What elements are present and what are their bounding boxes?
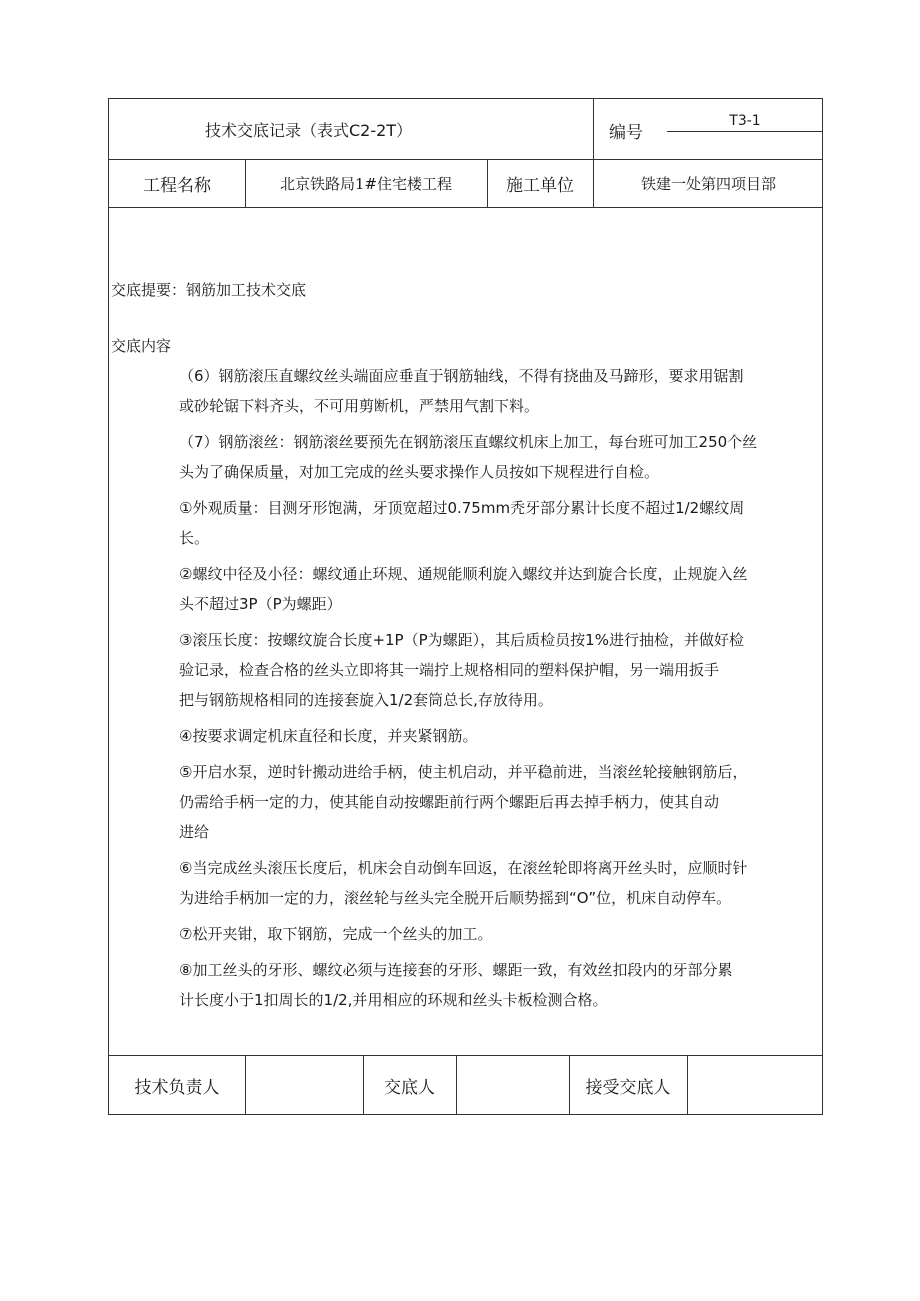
presenter-label: 交底人: [384, 1077, 435, 1098]
presenter-signature: [456, 1055, 569, 1115]
project-name-label: 工程名称: [143, 175, 211, 196]
number-underline: [667, 131, 823, 132]
list-item: （6）钢筋滚压直螺纹丝头端面应垂直于钢筋轴线，不得有挠曲及马蹄形，要求用锯割 或砂轮锯下料齐头，不可用剪断机，严禁用气割下料。: [179, 367, 744, 415]
list-item: ⑦松开夹钳，取下钢筋，完成一个丝头的加工。: [179, 925, 493, 943]
receiver-label: 接受交底人: [585, 1077, 671, 1098]
construction-unit-label: 施工单位: [506, 175, 574, 196]
construction-unit-value: 铁建一处第四项目部: [640, 174, 776, 193]
number-label: 编号: [609, 122, 643, 143]
list-item: ②螺纹中径及小径：螺纹通止环规、通规能顺利旋入螺纹并达到旋合长度，止规旋入丝 头不超过3P（P为螺距）: [179, 565, 748, 613]
briefing-items: [179, 361, 827, 1021]
project-name-value: 北京铁路局1#住宅楼工程: [279, 174, 453, 193]
technical-briefing-form: [108, 98, 823, 1115]
receiver-signature: [687, 1055, 824, 1115]
tech-lead-label: 技术负责人: [134, 1077, 220, 1098]
list-item: ⑤开启水泵，逆时针搬动进给手柄，使主机启动，并平稳前进，当滚丝轮接触钢筋后， 仍需给手柄一定的力，使其能自动按螺距前行两个螺距后再去掉手柄力，使其自动 进给: [179, 763, 748, 841]
form-title: 技术交底记录（表式C2-2T）: [205, 120, 413, 140]
list-item: ③滚压长度：按螺纹旋合长度+1P（P为螺距），其后质检员按1%进行抽检，并做好检 验记录，检查合格的丝头立即将其一端拧上规格相同的塑料保护帽，另一端用扳手 把与钢筋规格相同的连接套旋入1/2套筒总长,存放待用。: [179, 631, 744, 709]
number-value: T3-1: [729, 113, 761, 129]
column-divider: [593, 99, 594, 159]
tech-lead-signature: [245, 1055, 363, 1115]
list-item: （7）钢筋滚丝：钢筋滚丝要预先在钢筋滚压直螺纹机床上加工，每台班可加工250个丝 头为了确保质量，对加工完成的丝头要求操作人员按如下规程进行自检。: [179, 433, 758, 481]
briefing-body: [109, 207, 824, 1055]
briefing-summary: 交底提要：钢筋加工技术交底: [111, 281, 307, 299]
briefing-content-title: 交底内容: [111, 337, 172, 355]
list-item: ①外观质量：目测牙形饱满，牙顶宽超过0.75mm秃牙部分累计长度不超过1/2螺纹周 长。: [179, 499, 745, 547]
list-item: ⑥当完成丝头滚压长度后，机床会自动倒车回返，在滚丝轮即将离开丝头时，应顺时针 为进给手柄加一定的力，滚丝轮与丝头完全脱开后顺势摇到“O”位，机床自动停车。: [179, 859, 748, 907]
list-item: ④按要求调定机床直径和长度，并夹紧钢筋。: [179, 727, 478, 745]
list-item: ⑧加工丝头的牙形、螺纹必须与连接套的牙形、螺距一致，有效丝扣段内的牙部分累 计长度小于1扣周长的1/2,并用相应的环规和丝头卡板检测合格。: [179, 961, 733, 1009]
